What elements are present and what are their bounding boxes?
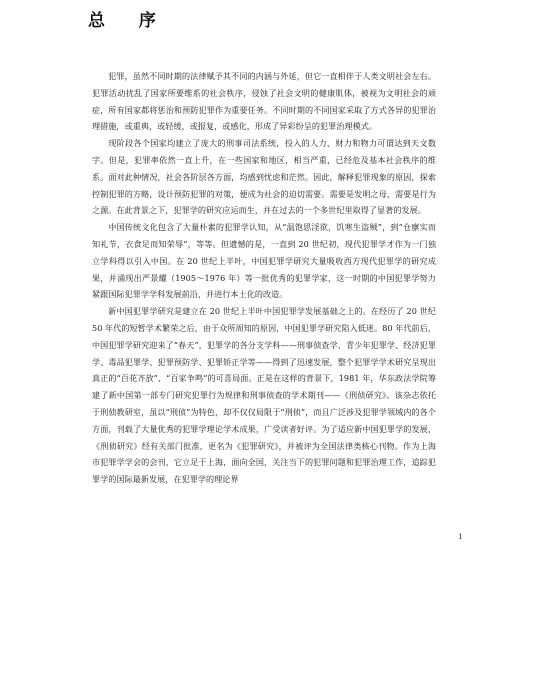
- page-title: 总 序: [88, 11, 170, 31]
- paragraph-4: 新中国犯罪学研究是建立在 20 世纪上半叶中国犯罪学发展基础之上的。在经历了 20 世纪 50 年代的短暂学术繁荣之后，由于众所周知的原因，中国犯罪学研究陷入低迷。80 年代前后，中国犯罪学研究迎来了“春天”，犯罪学的各分支学科——刑事侦查学、青少年犯罪学、经济犯罪学、毒品犯罪学、犯罪预防学、犯罪矫正学等——得到了迅速发展，整个犯罪学学术研究呈现出真正的“百花齐放”、“百家争鸣”的可喜局面。正是在这样的背景下，1981 年，华东政法学院筹建了新中国第一部专门研究犯罪行为规律和刑事侦查的学术期刊——《刑侦研究》。该杂志依托于刑侦教研室，虽以“刑侦”为特色，却不仅仅局限于“刑侦”，而且广泛涉及犯罪学领域内的各个方面，刊载了大量优秀的犯罪学理论学术成果，广受读者好评。为了适应新中国犯罪学的发展，《刑侦研究》经有关部门批准，更名为《犯罪研究》，并被评为全国法律类核心刊物。作为上海市犯罪学学会的会刊，它立足于上海，面向全国，关注当下的犯罪问题和犯罪治理工作，追踪犯罪学的国际最新发展，在犯罪学的理论界: [92, 306, 436, 485]
- paragraph-1: 犯罪，虽然不同时期的法律赋予其不同的内涵与外延，但它一直相伴于人类文明社会左右。犯罪活动扰乱了国家所要维系的社会秩序，侵蚀了社会文明的健康肌体，被视为文明社会的顽症，所有国家都将惩治和预防犯罪作为重要任务。不同时期的不同国家采取了方式各异的犯罪治理措施，或重典，或轻缓，或报复，或感化，形成了异彩纷呈的犯罪治理模式。: [92, 71, 436, 132]
- paragraph-3: 中国传统文化包含了大量朴素的犯罪学认知，从“温饱思淫欲，饥寒生盗贼”，到“仓廪实而知礼节，衣食足而知荣辱”，等等。但遗憾的是，一直到 20 世纪初，现代犯罪学才作为一门独立学科得以引入中国。在 20 世纪上半叶，中国犯罪学研究大量吸收西方现代犯罪学的研究成果，并涌现出严景耀（1905～1976 年）等一批优秀的犯罪学家，这一时期的中国犯罪学努力紧跟国际犯罪学学科发展前沿，并进行本土化的改造。: [92, 222, 436, 300]
- body-text: [92, 68, 436, 488]
- page-number: 1: [458, 532, 463, 541]
- paragraph-2: 现阶段各个国家均建立了庞大的刑事司法系统，投入的人力、财力和物力可谓达到天文数字。但是，犯罪率依然一直上升，在一些国家和地区，相当严重，已经危及基本社会秩序的维系。面对此种情况，社会各阶层各方面，均感到忧虑和茫然。因此，解释犯罪现象的原因，探索控制犯罪的方略，设计预防犯罪的对策，便成为社会的迫切需要。需要是发明之母，需要是行为之源。在此背景之下，犯罪学的研究应运而生，并在过去的一个多世纪里取得了显著的发展。: [92, 138, 436, 216]
